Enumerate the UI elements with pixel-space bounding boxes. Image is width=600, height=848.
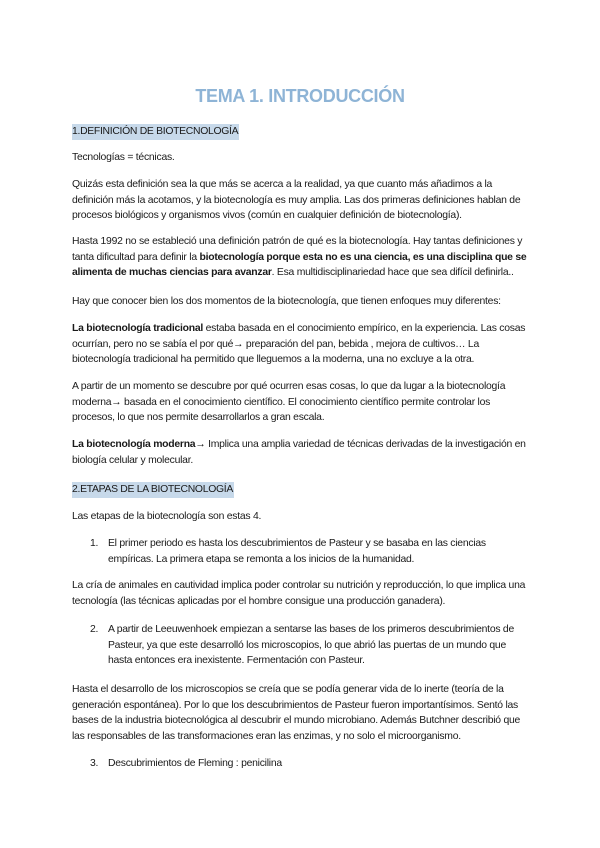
list-item-text: Descubrimientos de Fleming : penicilina xyxy=(108,758,282,769)
text-run: → Implica una amplia variedad de técnicas derivadas de la investigación en biología celular y molecular. xyxy=(72,439,526,466)
text-run: Hasta 1992 no se estableció una definición patrón de qué es la biotecnología. Hay tantas definiciones y tanta dificultad para definir la xyxy=(72,236,523,263)
text-run: estaba basada en el conocimiento empírico, en la experiencia. Las cosas ocurrían, pero no se sabía el por qué→ preparación del pan, bebida , mejora de cultivos… La biotecnología tradicional ha permitido que lleguemos a la moderna, una no excluye a la otra. xyxy=(72,323,526,366)
list-number: 1. xyxy=(90,538,99,549)
list-item xyxy=(72,536,532,567)
bold-term: La biotecnología tradicional xyxy=(72,323,203,334)
list-item xyxy=(72,756,532,772)
paragraph-biotecnologia-tradicional xyxy=(72,321,532,368)
paragraph-microscopios: Hasta el desarrollo de los microscopios se creía que se podía generar vida de lo inerte (teoría de la generación espontánea). Por lo que los descubrimientos de Pasteur fueron importantísimos. Sentó las bases de la industria biotecnológica al descubrir el mundo microbiano. Además Butchner describió que las responsables de las transformaciones eran las enzimas, y no solo el microorganismo. xyxy=(72,684,521,742)
bold-term: La biotecnología moderna xyxy=(72,439,196,450)
list-item-text: A partir de Leeuwenhoek empiezan a sentarse las bases de los primeros descubrimientos de Pasteur, ya que este desarrolló los microscopios, lo que abrió las puertas de un mundo que hasta entonces era inexistente. Fermentación con Pasteur. xyxy=(108,624,514,667)
paragraph-biotecnologia-moderna xyxy=(72,437,532,468)
bold-text-run: biotecnología porque esta no es una ciencia, es una disciplina que se alimenta de muchas ciencias para avanzar xyxy=(72,251,527,279)
page-title: TEMA 1. INTRODUCCIÓN xyxy=(195,86,405,106)
list-item xyxy=(72,622,532,669)
paragraph-biotecnologia-moderna-intro: A partir de un momento se descubre por qué ocurren esas cosas, lo que da lugar a la biotecnología moderna→ basada en el conocimiento científico. El conocimiento científico permite controlar los procesos, lo que nos permite desarrollarlos a gran escala. xyxy=(72,381,506,424)
list-number: 3. xyxy=(90,758,99,769)
paragraph-hasta-1992 xyxy=(72,234,532,281)
section-heading-etapas: 2.ETAPAS DE LA BIOTECNOLOGÍA xyxy=(72,482,234,498)
list-item-text: El primer periodo es hasta los descubrimientos de Pasteur y se basaba en las ciencias empíricas. La primera etapa se remonta a los inicios de la humanidad. xyxy=(108,538,486,565)
paragraph-etapas-intro: Las etapas de la biotecnología son estas 4. xyxy=(72,511,262,522)
paragraph-cria-animales: La cría de animales en cautividad implica poder controlar su nutrición y reproducción, lo que implica una tecnología (las técnicas aplicadas por el hombre consigue una producción ganadera). xyxy=(72,580,526,607)
list-number: 2. xyxy=(90,624,99,635)
paragraph-tecnologias: Tecnologías = técnicas. xyxy=(72,152,175,163)
text-run: . Esa multidisciplinariedad hace que sea difícil definirla.. xyxy=(271,267,514,279)
section-heading-definicion: 1.DEFINICIÓN DE BIOTECNOLOGÍA xyxy=(72,124,239,140)
paragraph-definicion: Quizás esta definición sea la que más se acerca a la realidad, ya que cuanto más añadimos a la definición más la acotamos, y la biotecnología es muy amplia. Las dos primeras definiciones hablan de procesos biológicos y organismos vivos (común en cualquier definición de biotecnología). xyxy=(72,179,521,222)
paragraph-dos-momentos: Hay que conocer bien los dos momentos de la biotecnología, que tienen enfoques muy diferentes: xyxy=(72,296,501,307)
